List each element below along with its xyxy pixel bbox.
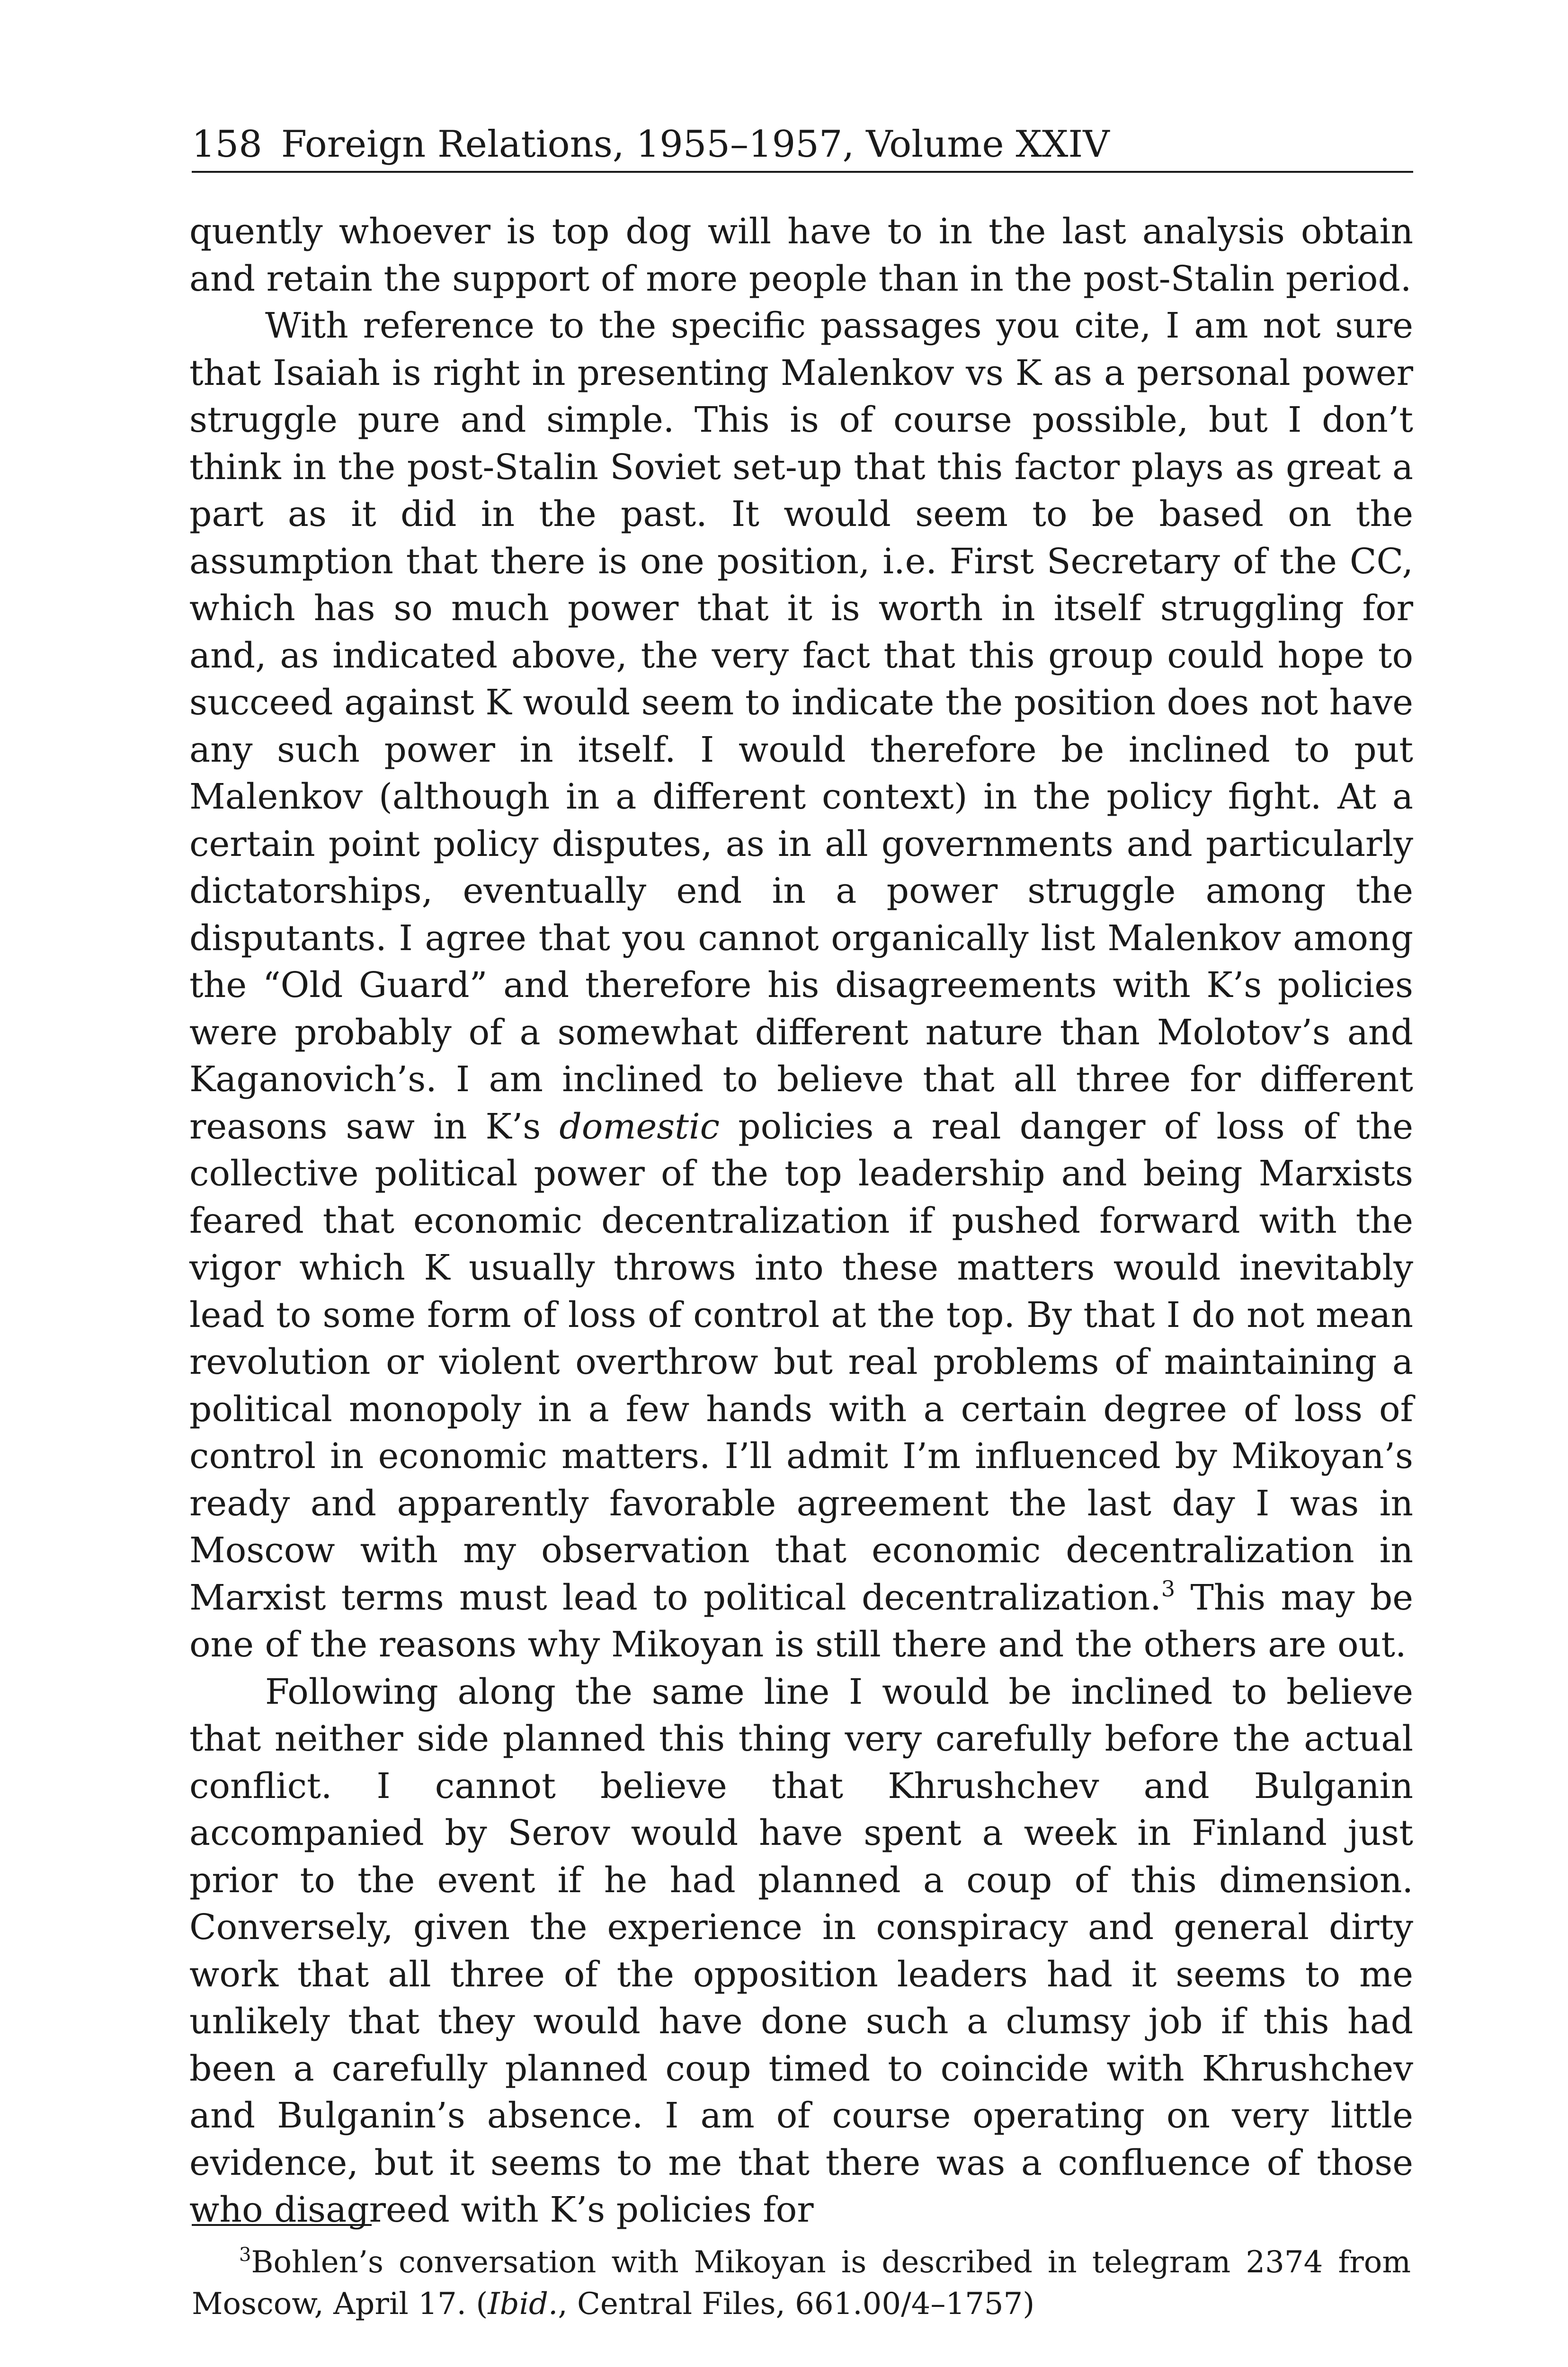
- paragraph-2-text-b: policies a real danger of loss of the collective political power of the top leadership and being Marxists feared that economic decentralization if pushed forward with the vigor which K usually throws into these matters would inevitably lead to some form of loss of control at the top. By that I do not mean revolution or violent overthrow but real problems of maintaining a political monopoly in a few hands with a certain degree of loss of control in economic matters. I’ll admit I’m influenced by Mikoyan’s ready and apparently favorable agreement the last day I was in Moscow with my observation that economic decentralization in Marxist terms must lead to political decentralization.: [189, 1106, 1414, 1618]
- main-text: [189, 208, 1413, 2234]
- footnote-3: [192, 2242, 1411, 2325]
- running-title: Foreign Relations, 1955–1957, Volume XXIV: [281, 123, 1110, 166]
- paragraph-2-text-a: With reference to the specific passages you cite, I am not sure that Isaiah is right in presenting Malenkov vs K as a personal power struggle pure and simple. This is of course possible, but I don’t think in the post-Stalin Soviet set-up that this factor plays as great a part as it did in the past. It would seem to be based on the assumption that there is one position, i.e. First Secretary of the CC, which has so much power that it is worth in itself struggling for and, as indicated above, the very fact that this group could hope to succeed against K would seem to indicate the position does not have any such power in itself. I would therefore be inclined to put Malenkov (although in a different context) in the policy fight. At a certain point policy disputes, as in all governments and particularly dictatorships, eventually end in a power struggle among the disputants. I agree that you cannot organically list Malenkov among the “Old Guard” and therefore his disagreements with K’s policies were probably of a somewhat different nature than Molotov’s and Kaganovich’s. I am inclined to believe that all three for different reasons saw in K’s: [189, 305, 1413, 1147]
- footnote-text-b: , Central Files, 661.00/4–1757): [558, 2287, 1035, 2322]
- footnote-text-a: Bohlen’s conversation with Mikoyan is described in telegram 2374 from Moscow, April 17. (: [192, 2245, 1411, 2322]
- page-number: 158: [192, 123, 262, 166]
- running-header: [192, 121, 1413, 173]
- footnote-ibid: Ibid.: [488, 2287, 558, 2322]
- paragraph-2: [189, 303, 1413, 1669]
- paragraph-2-text-c: This may be one of the reasons why Mikoyan is still there and the others are out.: [189, 1577, 1413, 1665]
- paragraph-3: Following along the same line I would be inclined to believe that neither side planned this thing very carefully before the actual conflict. I cannot believe that Khrushchev and Bulganin accompanied by Serov would have spent a week in Finland just prior to the event if he had planned a coup of this dimension. Conversely, given the experience in conspiracy and general dirty work that all three of the opposition leaders had it seems to me unlikely that they would have done such a clumsy job if this had been a carefully planned coup timed to coincide with Khrushchev and Bulganin’s absence. I am of course operating on very little evidence, but it seems to me that there was a confluence of those who disagreed with K’s policies for: [189, 1671, 1413, 2230]
- footnote-divider: [192, 2224, 372, 2226]
- emphasis-domestic: domestic: [559, 1106, 720, 1147]
- paragraph-1: quently whoever is top dog will have to in the last analysis obtain and retain the support of more people than in the post-Stalin period.: [189, 211, 1413, 299]
- footnote-reference: 3: [1161, 1575, 1176, 1602]
- footnote-number: 3: [239, 2244, 251, 2266]
